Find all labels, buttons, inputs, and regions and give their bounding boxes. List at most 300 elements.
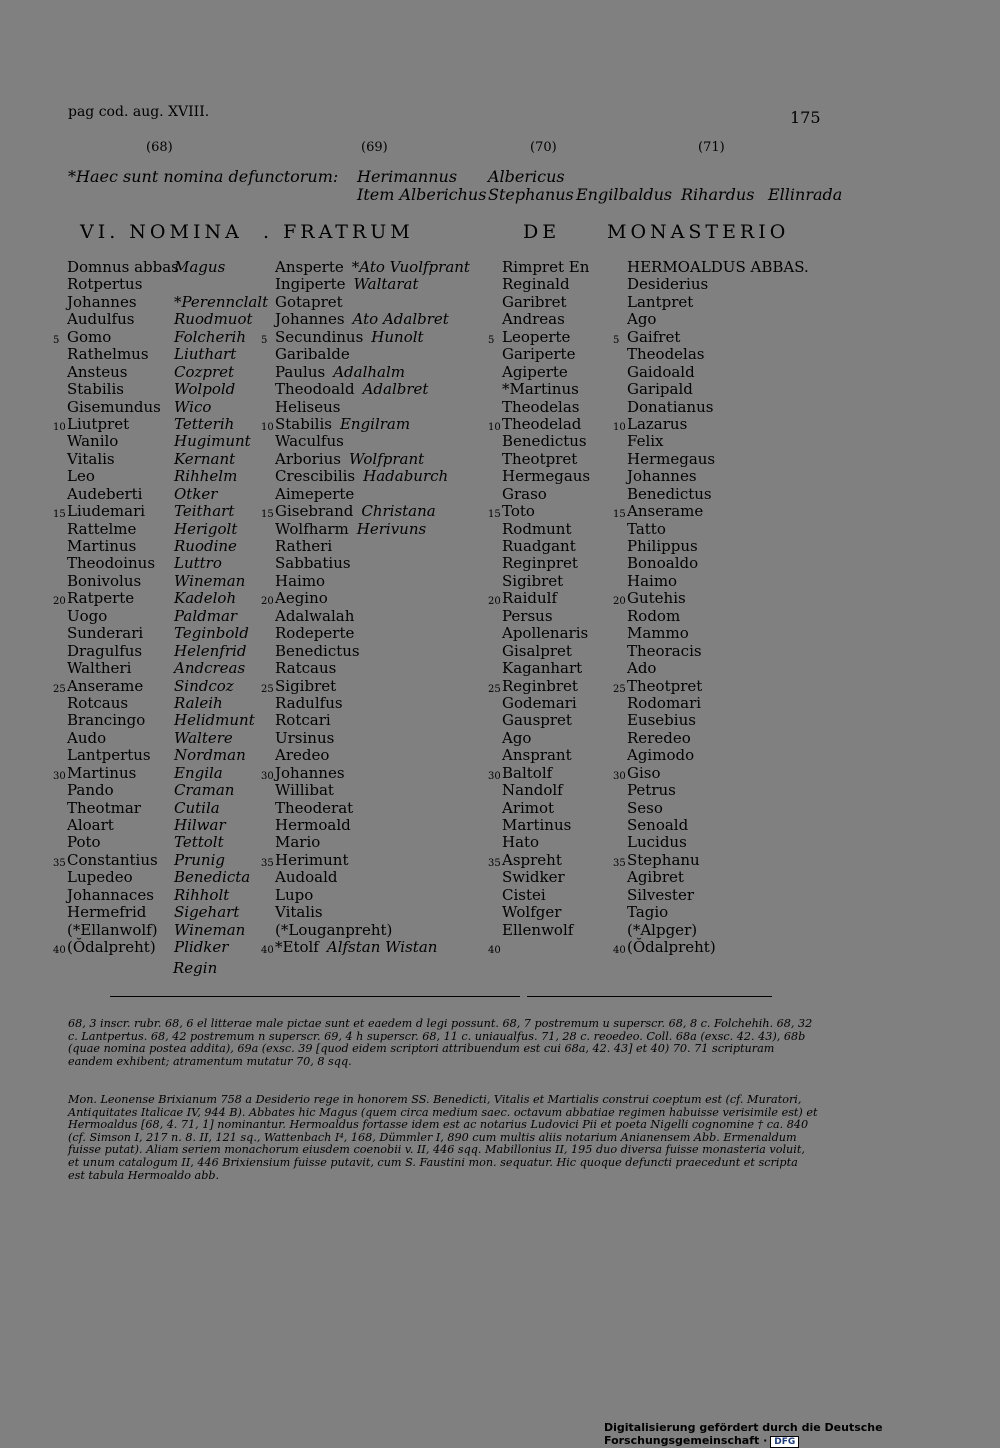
name-entry: Hermoald [275,816,351,834]
list-item [275,904,500,921]
name-entry: Uogo [67,606,108,625]
list-item [613,850,837,869]
line-number: 15 [488,509,501,521]
name-entry-italic: Benedicta [174,868,251,887]
list-item [275,573,500,590]
name-entry: Leo [67,467,95,486]
name-entry: Adalwalah [275,606,355,625]
name-entry-italic: Rihholt [174,885,230,904]
name-entry: Herimunt [275,850,349,869]
running-header: pag cod. aug. XVIII. [68,104,210,120]
name-entry: Theoderat [275,798,354,817]
name-entry: Ansteus [67,362,128,381]
list-item [502,521,620,538]
list-item [502,451,620,468]
intro-text: *Haec sunt nomina defunctorum: [68,167,339,186]
name-entry-italic: Prunig [174,850,225,869]
name-entry: Rathelmus [67,345,149,364]
name-entry: Dragulfus [67,641,143,660]
list-item [67,747,267,764]
line-number: 20 [613,596,626,608]
name-entry-italic: Raleih [174,693,223,712]
name-entry: Gomo [67,327,112,346]
list-item [627,538,837,555]
name-entry: Gaifret [627,327,681,346]
list-item [502,625,620,642]
list-item [67,922,267,939]
title-word: . FRATRUM [263,221,414,243]
line-number: 5 [53,334,60,346]
name-entry: Heliseus [275,397,341,416]
line-number: 20 [488,596,501,608]
list-item [627,800,837,817]
name-entry-italic: Otker [174,484,218,503]
name-entry: Gaidoald [627,362,695,381]
list-item [67,800,267,817]
line-number: 25 [261,683,274,695]
list-item [502,712,620,729]
list-item [275,712,500,729]
name-entry: (Ŏdalpreht) [627,938,716,957]
line-number: 30 [53,770,66,782]
list-item [67,468,267,485]
name-entry: Wanilo [67,432,119,451]
line-number: 35 [488,857,501,869]
list-item [627,817,837,834]
line-number: 25 [613,683,626,695]
list-item [488,589,620,608]
line-number: 30 [613,770,626,782]
list-item [275,643,500,660]
name-entry-italic: Teithart [174,502,235,521]
list-item [67,712,267,729]
list-item [275,887,500,904]
list-item [275,521,500,538]
name-entry: Ado [627,659,657,678]
name-entry: Sigibret [502,571,564,590]
list-item [502,486,620,503]
name-entry-italic: Liuthart [174,345,237,364]
name-entry: Radulfus [275,693,343,712]
name-entry: Haimo [275,571,326,590]
name-entry-italic: Wolfprant [348,449,425,468]
name-entry-italic: Christana [361,502,436,521]
name-entry: Rodomari [627,693,702,712]
name-entry: Wolfharm [275,519,349,538]
name-entry: Silvester [627,885,694,904]
list-item [502,643,620,660]
name-entry: Hato [502,833,540,852]
name-entry-italic: Magus [174,258,226,276]
name-entry-italic: Hadaburch [363,467,449,486]
name-column-70 [488,258,620,957]
list-item [627,573,837,590]
line-number: 10 [261,421,274,433]
name-entry: Ansprant [502,746,572,765]
list-item [275,433,500,450]
name-entry-italic: Cozpret [174,362,235,381]
list-item [627,730,837,747]
column-number-71: (71) [698,140,725,155]
line-number: 40 [261,945,274,957]
intro-name: Ellinrada [768,185,843,204]
line-number: 5 [488,334,495,346]
name-entry: Stabilis [67,380,124,399]
list-item [627,276,837,293]
name-entry: Seso [627,798,663,817]
title-word: DE [523,221,561,243]
name-entry: Brancingo [67,711,146,730]
name-entry: Tatto [627,519,666,538]
name-entry: Domnus abbas [67,258,179,276]
line-number: 35 [261,857,274,869]
list-item [627,660,837,677]
list-item [67,643,267,660]
name-entry-italic: Wineman [174,920,246,939]
list-item [261,850,500,869]
list-item [627,869,837,886]
list-item [502,817,620,834]
list-item [275,399,500,416]
list-item [627,468,837,485]
name-entry: Donatianus [627,397,714,416]
list-item [502,834,620,851]
line-number: 25 [53,683,66,695]
name-entry: Rotpertus [67,275,143,294]
name-entry-italic: Hunolt [371,327,424,346]
column-number-70: (70) [530,140,557,155]
name-entry: Lupo [275,885,314,904]
divider-rule [110,996,520,997]
list-item [627,625,837,642]
list-item [613,763,837,782]
name-entry: Theodelas [627,345,705,364]
list-item [53,850,267,869]
list-item [627,259,837,276]
list-item [502,922,620,939]
list-item [275,538,500,555]
list-item [261,327,500,346]
list-item [502,660,620,677]
name-entry: Petrus [627,781,676,800]
name-entry: Toto [502,502,535,521]
name-entry-italic: Helidmunt [174,711,255,730]
name-entry: Secundinus [275,327,364,346]
line-number: 10 [488,421,501,433]
name-entry: Anserame [627,502,704,521]
page-number: 175 [790,108,821,127]
name-entry: Lantpertus [67,746,151,765]
list-item [275,800,500,817]
name-entry: Hermegaus [627,449,716,468]
list-item [275,311,500,328]
name-entry: Ago [502,728,532,747]
name-entry: Graso [502,484,547,503]
name-entry: Rodom [627,606,681,625]
list-item [502,747,620,764]
name-entry: Liudemari [67,502,146,521]
name-entry: Agimodo [627,746,695,765]
list-item [502,259,620,276]
name-entry: Johannes [275,763,345,782]
list-item [67,381,267,398]
name-entry: Stabilis [275,414,332,433]
name-entry: Liutpret [67,414,130,433]
name-entry: Audulfus [67,310,135,329]
name-entry: Theodoald [275,380,355,399]
list-item [67,486,267,503]
name-entry-italic: Engila [174,763,223,782]
list-item [275,346,500,363]
name-entry-italic: Tetterih [174,414,235,433]
list-item [502,538,620,555]
name-entry: Aimeperte [275,484,355,503]
name-entry-italic: Ruodmuot [174,310,253,329]
list-item [502,468,620,485]
name-column-69 [261,258,500,957]
name-entry: Garibalde [275,345,350,364]
list-item [67,538,267,555]
intro-name: Rihardus [681,185,755,204]
name-entry-italic: Tettolt [174,833,224,852]
list-item [502,381,620,398]
list-item [627,555,837,572]
name-entry: Bonivolus [67,571,142,590]
line-number: 35 [613,857,626,869]
name-entry: Theodoinus [67,554,156,573]
line-number: 30 [261,770,274,782]
list-item [275,695,500,712]
list-item [627,294,837,311]
name-entry: Desiderius [627,275,709,294]
name-entry-italic: Hugimunt [174,432,251,451]
list-item [67,782,267,799]
name-entry: Felix [627,432,664,451]
list-item [627,834,837,851]
list-item [275,730,500,747]
list-item [53,938,267,957]
list-item [67,625,267,642]
list-item [488,502,620,521]
name-entry: Vitalis [275,903,323,922]
list-item [53,414,267,433]
name-entry: Martinus [67,763,137,782]
list-item [67,869,267,886]
list-item [502,573,620,590]
list-item [502,555,620,572]
list-item [627,486,837,503]
name-entry: Gisebrand [275,502,354,521]
name-entry-italic: Rihhelm [174,467,238,486]
name-entry: Martinus [67,537,137,555]
name-entry: Ago [627,310,657,329]
list-item [53,589,267,608]
divider-rule [527,996,772,997]
list-item [502,364,620,381]
name-entry: Sigibret [275,676,337,695]
line-number: 5 [261,334,268,346]
name-entry: Agiperte [502,362,568,381]
name-entry: Arimot [502,798,555,817]
list-item [627,747,837,764]
intro-name: Albericus [488,167,565,186]
list-item [261,589,500,608]
list-item [67,555,267,572]
list-item [627,521,837,538]
name-entry-italic: Craman [174,781,235,800]
name-column-71 [613,258,837,957]
name-entry: Theotpret [502,449,578,468]
name-entry: Lupedeo [67,868,133,887]
name-entry-italic: Nordman [174,746,246,765]
line-number: 20 [53,596,66,608]
list-item [627,712,837,729]
name-entry-italic: Kadeloh [174,589,237,608]
name-entry: Swidker [502,868,565,887]
name-entry: Johannaces [67,885,154,904]
list-item [67,311,267,328]
name-entry-italic: Paldmar [174,606,238,625]
name-entry: Theotpret [627,676,703,695]
list-item [275,451,500,468]
name-entry: Stephanu [627,850,700,869]
name-entry: Garipald [627,380,693,399]
name-entry-italic: Sindcoz [174,676,234,695]
name-entry: Aloart [67,816,114,834]
list-item [627,922,837,939]
name-entry: Willibat [275,781,334,800]
critical-notes: 68, 3 inscr. rubr. 68, 6 el litterae male pictae sunt et eaedem d legi possunt. 68, 7 postremum u superscr. 68, 8 c. Folchehih. 68, 32 c. Lantpertus. 68, 42 postremum n superscr. 69, 4 h superscr. 68, 11 c. uniaualfus. 71, 28 c. reoedeo. Coll. 68a (exsc. 42. 43), 68b (quae nomina postea addita), 69a (exsc. 39 [quod eidem scriptori attribuendum est cui 68a, 42. 43] et 40) 70. 71 scripturam eandem exhibent; atramentum mutatur 70, 8 sqq. [68,1017,813,1068]
list-item [275,817,500,834]
name-entry: Waltheri [67,659,132,678]
name-entry-italic: *Perennclalt [174,292,269,311]
list-item [275,922,500,939]
list-item [613,589,837,608]
name-entry: Gisemundus [67,397,161,416]
list-item [627,381,837,398]
name-entry: Ruadgant [502,537,576,555]
name-entry: Aegino [275,589,328,608]
title-word: MONASTERIO [607,221,790,243]
name-entry: Reginald [502,275,570,294]
name-entry: Benedictus [502,432,587,451]
list-item [502,869,620,886]
list-item [275,782,500,799]
list-item [261,414,500,433]
name-entry: Johannes [67,292,137,311]
name-entry: Audeberti [67,484,143,503]
list-item [67,887,267,904]
name-entry: Ratcaus [275,659,337,678]
list-item [67,608,267,625]
name-entry: Philippus [627,537,698,555]
name-entry: Rimpret En [502,258,590,276]
name-entry: Kaganhart [502,659,583,678]
list-item [627,346,837,363]
name-entry: Senoald [627,816,689,834]
name-entry: Raidulf [502,589,557,608]
name-entry: Rodmunt [502,519,572,538]
list-item [627,904,837,921]
list-item [613,502,837,521]
name-entry: Ratperte [67,589,135,608]
line-number: 20 [261,596,274,608]
list-item [275,468,500,485]
name-entry: Ursinus [275,728,335,747]
name-entry-italic: Herigolt [174,519,238,538]
name-entry: Gisalpret [502,641,572,660]
list-item [275,486,500,503]
list-item [67,695,267,712]
name-entry: Giso [627,763,661,782]
list-item [275,869,500,886]
list-item [67,276,267,293]
name-entry-italic: Luttro [174,554,222,573]
list-item [488,414,620,433]
list-item [502,887,620,904]
name-entry-italic: Adalbret [362,380,429,399]
name-entry-italic: Helenfrid [174,641,247,660]
intro-name: Item Alberichus [357,185,487,204]
name-entry-italic: Folcherih [174,327,246,346]
line-number: 30 [488,770,501,782]
name-entry: Constantius [67,850,158,869]
name-entry: Theoracis [627,641,702,660]
list-item [53,676,267,695]
list-item [502,294,620,311]
name-entry: *Etolf [275,938,319,957]
name-entry: Paulus [275,362,326,381]
name-entry: Garibret [502,292,567,311]
name-entry: Gotapret [275,292,343,311]
name-entry-italic: Ruodine [174,537,237,555]
column-number-69: (69) [361,140,388,155]
name-entry: (Ŏdalpreht) [67,938,156,957]
name-entry-italic: Hilwar [174,816,226,834]
list-item [502,311,620,328]
name-entry: Lazarus [627,414,688,433]
name-entry: Reredeo [627,728,691,747]
name-entry: Baltolf [502,763,553,782]
list-item [53,327,267,346]
line-number: 40 [613,945,626,957]
title-word: VI. NOMINA [80,221,243,243]
list-item [502,730,620,747]
name-entry: Rotcaus [67,693,129,712]
name-entry: Sabbatius [275,554,351,573]
list-item [627,311,837,328]
commentary-notes: Mon. Leonense Brixianum 758 a Desiderio rege in honorem SS. Benedicti, Vitalis et Martialis construi coeptum est (cf. Muratori, Antiquitates Italicae IV, 944 B). Abbates hic Magus (quem circa medium saec. octavum abbatiae regimen habuisse verisimile est) et Hermoaldus [68, 4. 71, 1] nominantur. Hermoaldus fortasse idem est ac notarius Ludovici Pii et poeta Nigelli cognomine † ca. 840 (cf. Simson I, 217 n. 8. II, 121 sq., Wattenbach I⁴, 168, Dümmler I, 890 cum multis aliis notarium Anianensem Abb. Ermenaldum fuisse putat). Aliam seriem monachorum eiusdem coenobii v. II, 446 sqq. Mabillonius II, 195 duo diversa fuisse monasteria voluit, et unum catalogum II, 446 Brixiensium fuisse putavit, cum S. Faustini mon. sequatur. Hic quoque defuncti praecedunt et scripta est tabula Hermoaldo abb. [68,1093,818,1182]
list-item [502,782,620,799]
name-entry: Johannes [627,467,697,486]
dfg-logo: DFG [770,1436,799,1448]
name-entry: Audoald [275,868,338,887]
list-item [502,695,620,712]
list-item [67,294,267,311]
name-entry: Eusebius [627,711,696,730]
name-entry: Rotcari [275,711,331,730]
name-entry-italic: Waltere [174,728,233,747]
list-item [627,433,837,450]
name-entry: Audo [67,728,107,747]
name-entry: Johannes [275,310,345,329]
list-item [261,502,500,521]
list-item [627,451,837,468]
name-entry: Aredeo [275,746,330,765]
line-number: 5 [613,334,620,346]
list-item [502,904,620,921]
name-entry: Reginbret [502,676,578,695]
